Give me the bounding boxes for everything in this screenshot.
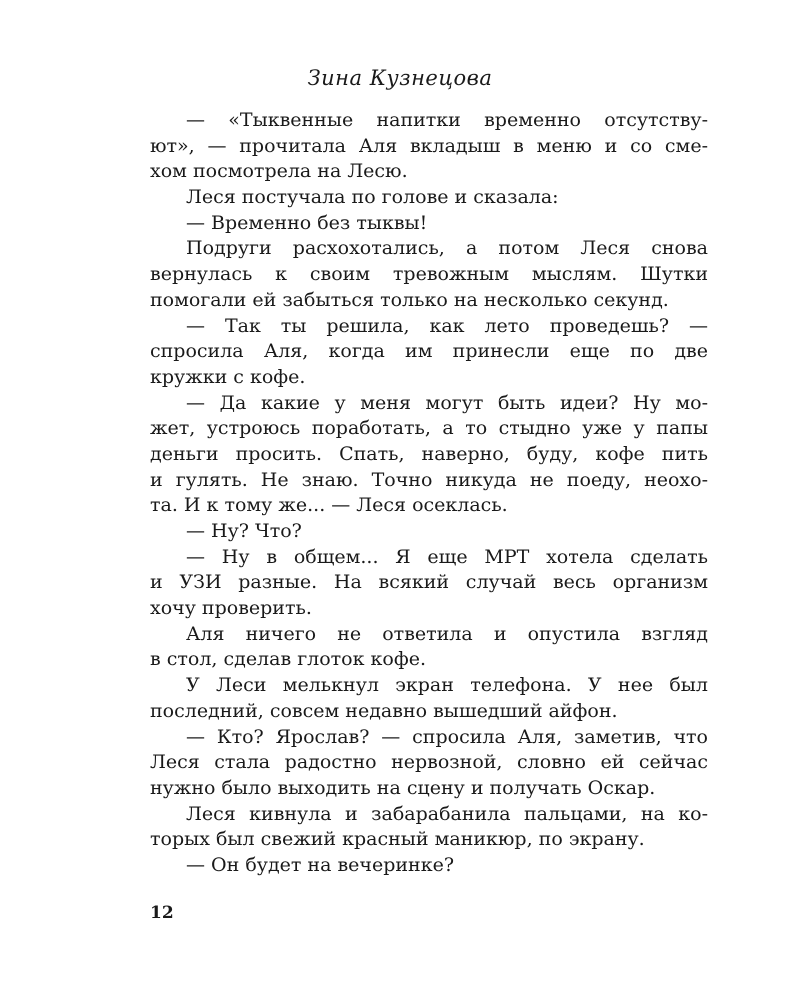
text-line: — Да какие у меня могут быть идеи? Ну мо- [186, 391, 708, 414]
text-line: спросила Аля, когда им принесли еще по две [150, 340, 708, 363]
text-line: нужно было выходить на сцену и получать Оскар. [150, 776, 656, 799]
text-line: хом посмотрела на Лесю. [150, 160, 408, 183]
text-line: в стол, сделав глоток кофе. [150, 648, 426, 671]
text-line: и гулять. Не знаю. Точно никуда не поеду, неохо- [150, 468, 708, 491]
body-text [150, 108, 708, 879]
running-head: Зина Кузнецова [307, 66, 493, 90]
text-line: жет, устроюсь поработать, а то стыдно уже у папы [150, 417, 708, 440]
text-line: — Ну в общем... Я еще МРТ хотела сделать [186, 545, 708, 568]
text-line: последний, совсем недавно вышедший айфон. [150, 699, 618, 722]
text-line: кружки с кофе. [150, 365, 306, 388]
text-line: — Ну? Что? [186, 520, 302, 542]
text-line: хочу проверить. [150, 597, 312, 620]
text-line: торых был свежий красный маникюр, по экрану. [150, 828, 645, 851]
text-line: вернулась к своим тревожным мыслям. Шутки [150, 263, 708, 286]
text-line: Леся кивнула и забарабанила пальцами, на ко- [186, 802, 708, 825]
text-line: Аля ничего не ответила и опустила взгляд [186, 622, 708, 645]
text-line: Леся постучала по голове и сказала: [186, 186, 559, 209]
text-line: У Леси мелькнул экран телефона. У нее был [186, 674, 708, 697]
text-line: — Он будет на вечеринке? [186, 853, 455, 876]
text-line: — Временно без тыквы! [186, 211, 428, 234]
text-line: ют», — прочитала Аля вкладыш в меню и со сме- [150, 134, 708, 157]
text-line: деньги просить. Спать, наверно, буду, кофе пить [150, 442, 708, 465]
text-line: — «Тыквенные напитки временно отсутству- [186, 109, 708, 131]
text-line: Подруги расхохотались, а потом Леся снова [186, 237, 708, 260]
page-number: 12 [150, 903, 174, 923]
text-line: — Кто? Ярослав? — спросила Аля, заметив, что [186, 725, 708, 748]
text-line: Леся стала радостно нервозной, словно ей сейчас [150, 751, 708, 774]
text-line: — Так ты решила, как лето проведешь? — [186, 314, 708, 337]
text-line: та. И к тому же... — Леся осеклась. [150, 494, 508, 517]
text-line: помогали ей забыться только на несколько секунд. [150, 288, 669, 311]
text-line: и УЗИ разные. На всякий случай весь организм [150, 571, 708, 594]
